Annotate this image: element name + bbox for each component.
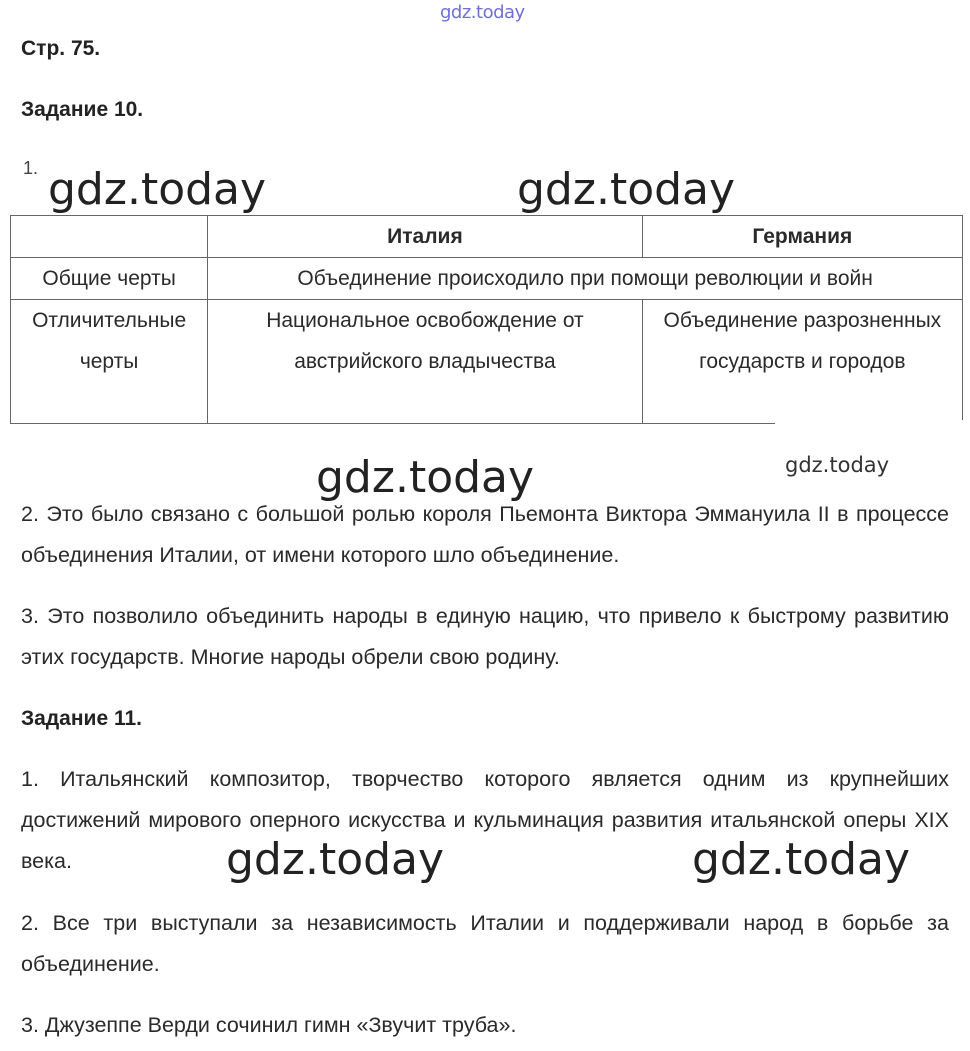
task11-heading: Задание 11. [21, 707, 142, 730]
watermark-top: gdz.today [440, 2, 525, 23]
watermark-3: gdz.today [316, 452, 535, 503]
task10-heading: Задание 10. [21, 98, 144, 121]
distinct-italy: Национальное освобождение от австрийского владычества [208, 300, 642, 424]
distinct-germany: Объединение разрозненных государств и городов [642, 300, 962, 424]
watermark-6: gdz.today [692, 834, 911, 885]
watermark-4: gdz.today [785, 453, 890, 477]
task11-item2: 2. Все три выступали за независимость Италии и поддерживали народ в борьбе за объединение. [21, 911, 949, 976]
watermark-5: gdz.today [226, 834, 445, 885]
task10-item1-number: 1. [23, 158, 39, 178]
watermark-2: gdz.today [517, 164, 736, 215]
header-italy: Италия [208, 216, 642, 258]
table-border-fade [775, 420, 970, 432]
header-germany: Германия [642, 216, 962, 258]
distinct-label: Отличительные черты [11, 300, 208, 424]
common-text: Объединение происходило при помощи революции и войн [208, 258, 963, 300]
common-label: Общие черты [11, 258, 208, 300]
table-header-row [11, 216, 963, 258]
page-label: Стр. 75. [21, 37, 101, 60]
table-row-distinct [11, 300, 963, 424]
task10-item3: 3. Это позволило объединить народы в единую нацию, что привело к быстрому развитию этих государств. Многие народы обрели свою родину. [21, 604, 949, 669]
task11-item1: 1. Итальянский композитор, творчество которого является одним из крупнейших достижений мирового оперного искусства и кульминация развития итальянской оперы XIX века. [21, 767, 949, 873]
table-row-common [11, 258, 963, 300]
task10-item2: 2. Это было связано с большой ролью короля Пьемонта Виктора Эммануила II в процессе объединения Италии, от имени которого шло объединение. [21, 502, 949, 567]
task11-item3: 3. Джузеппе Верди сочинил гимн «Звучит труба». [21, 1013, 517, 1037]
watermark-1: gdz.today [48, 164, 267, 215]
comparison-table [10, 215, 963, 424]
header-empty-cell [11, 216, 208, 258]
